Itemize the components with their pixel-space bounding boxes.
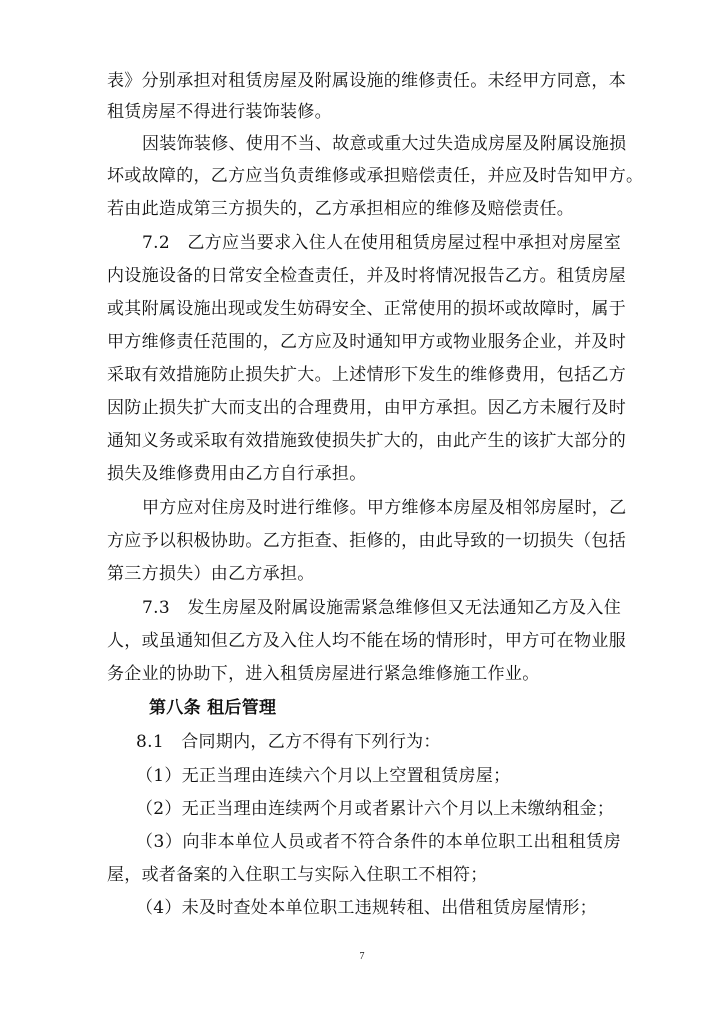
paragraph-line: 方应予以积极协助。乙方拒查、拒修的，由此导致的一切损失（包括 (107, 531, 626, 551)
paragraph-line: 损失及维修费用由乙方自行承担。 (107, 464, 367, 484)
paragraph-line: 因装饰装修、使用不当、故意或重大过失造成房屋及附属设施损 (142, 134, 627, 154)
paragraph-line: 内设施设备的日常安全检查责任，并及时将情况报告乙方。租赁房屋 (107, 266, 626, 286)
paragraph-line: 坏或故障的，乙方应当负责维修或承担赔偿责任，并应及时告知甲方。 (107, 166, 644, 186)
paragraph-line: 人，或虽通知但乙方及入住人均不能在场的情形时，甲方可在物业服 (107, 631, 626, 651)
list-item: （1）无正当理由连续六个月以上空置租赁房屋； (136, 766, 511, 786)
clause-8-1-line: 8.1 合同期内，乙方不得有下列行为： (136, 732, 441, 752)
clause-7-2-line: 7.2 乙方应当要求入住人在使用租赁房屋过程中承担对房屋室 (142, 233, 621, 253)
paragraph-line: 务企业的协助下，进入租赁房屋进行紧急维修施工作业。 (107, 664, 540, 684)
paragraph-line: 采取有效措施防止损失扩大。上述情形下发生的维修费用，包括乙方 (107, 365, 626, 385)
list-item: （3）向非本单位人员或者不符合条件的本单位职工出租租赁房 (136, 832, 621, 852)
paragraph-line: 若由此造成第三方损失的，乙方承担相应的维修及赔偿责任。 (107, 199, 575, 219)
list-item: （2）无正当理由连续两个月或者累计六个月以上未缴纳租金； (136, 799, 615, 819)
paragraph-line: 租赁房屋不得进行装饰装修。 (107, 102, 332, 122)
paragraph-line: 第三方损失）由乙方承担。 (107, 564, 315, 584)
page-number: 7 (359, 951, 365, 962)
paragraph-line: 甲方维修责任范围的，乙方应及时通知甲方或物业服务企业，并及时 (107, 332, 626, 352)
list-item: （4）未及时查处本单位职工违规转租、出借租赁房屋情形； (136, 898, 597, 918)
section-heading: 第八条 租后管理 (149, 698, 277, 718)
paragraph-line: 或其附属设施出现或发生妨碍安全、正常使用的损坏或故障时，属于 (107, 299, 626, 319)
paragraph-line: 表》分别承担对租赁房屋及附属设施的维修责任。未经甲方同意，本 (107, 71, 626, 91)
paragraph-line: 通知义务或采取有效措施致使损失扩大的，由此产生的该扩大部分的 (107, 431, 626, 451)
list-item-continuation: 屋，或者备案的入住职工与实际入住职工不相符； (107, 865, 488, 885)
paragraph-line: 甲方应对住房及时进行维修。甲方维修本房屋及相邻房屋时，乙 (142, 498, 627, 518)
clause-7-3-line: 7.3 发生房屋及附属设施需紧急维修但又无法通知乙方及入住 (142, 598, 621, 618)
paragraph-line: 因防止损失扩大而支出的合理费用，由甲方承担。因乙方未履行及时 (107, 398, 626, 418)
